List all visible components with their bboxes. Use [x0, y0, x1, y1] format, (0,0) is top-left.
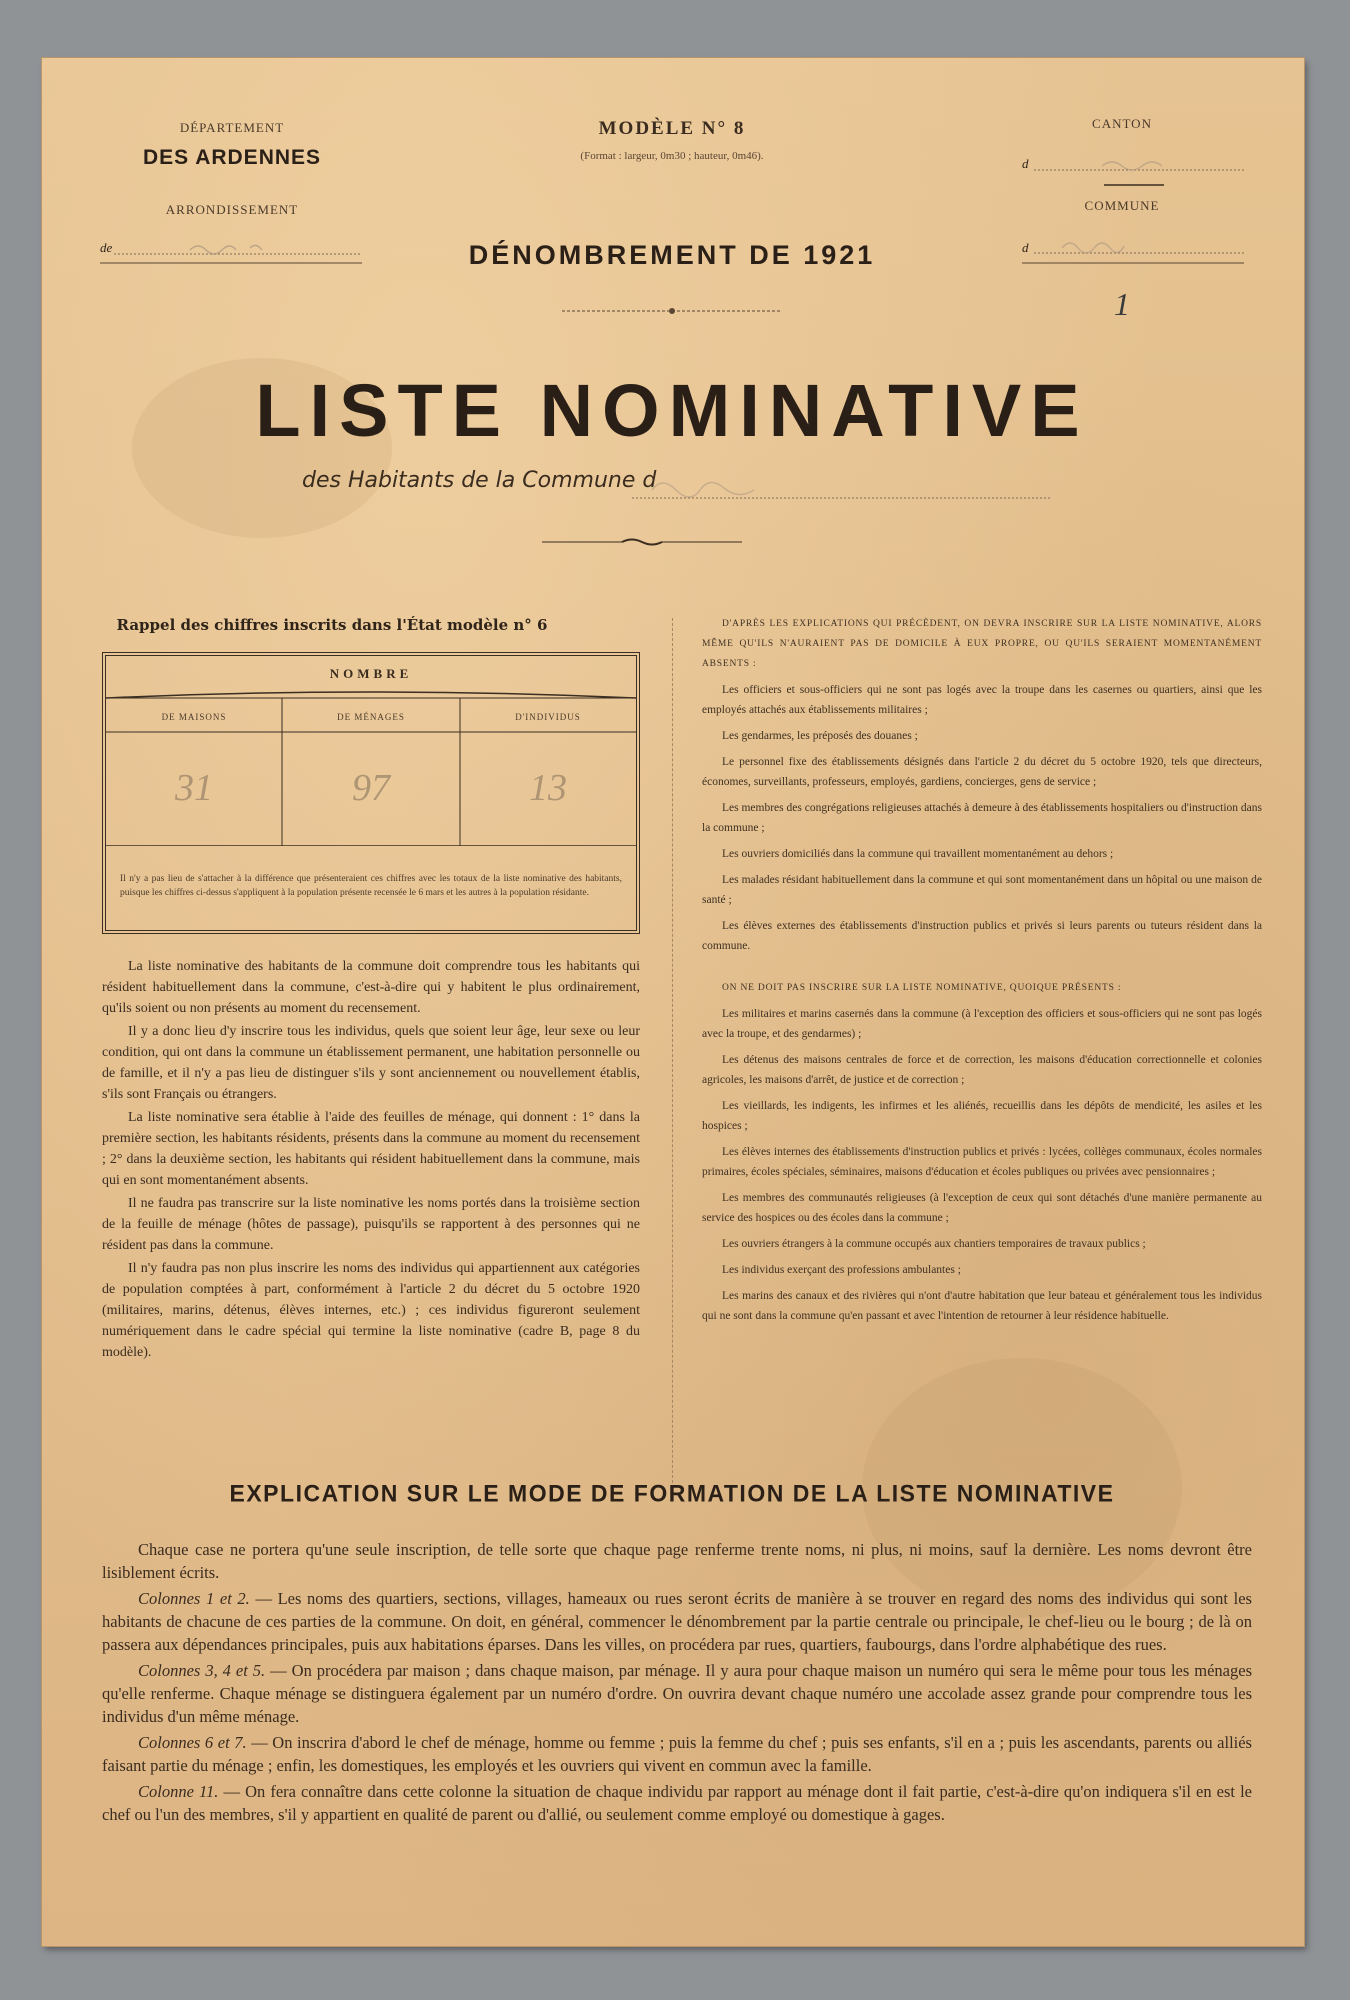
canton-label: CANTON [1092, 116, 1152, 131]
canton-field [1022, 148, 1244, 178]
canton-rule [1022, 148, 1244, 178]
col-maisons-label: DE MAISONS [161, 712, 227, 722]
exclude-item: Les détenus des maisons centrales de force et de correction, les maisons d'éducation correctionnelle et colonies agricoles, les maisons d'arrêt, de justice et de correction ; [702, 1054, 1262, 1086]
nombre-header: NOMBRE [329, 666, 413, 681]
explication-paragraph [102, 1731, 1252, 1777]
commune-prefix: d [1022, 240, 1029, 255]
commune-rule [1022, 228, 1244, 268]
explication-text: — Les noms des quartiers, sections, villages, hameaux ou rues seront écrits de manière à se trouver en regard des noms des individus qui sont les habitants de chacune de ces parties de la commune. On doit, en général, commencer le dénombrement par la partie centrale ou principale, le chef-lieu ou le bourg ; de là on passera aux dépendances principales, puis aux habitations éparses. Dans les villes, on procédera par rues, quartiers, faubourgs, dans l'ordre alphabétique des rues. [102, 1589, 1252, 1654]
left-paragraph: Il y a donc lieu d'y inscrire tous les individus, quels que soient leur âge, leur sexe ou leur condition, qui ont dans la commune un établissement permanent, une habitation personnelle ou de famille, et il n'y a pas lieu de distinguer s'ils y sont anciennement ou nouvellement établis, s'ils sont Français ou étrangers. [102, 1024, 640, 1102]
rappel-title: Rappel des chiffres inscrits dans l'État modèle n° 6 [116, 616, 548, 634]
explication-text: — On fera connaître dans cette colonne la situation de chaque individu par rapport au ménage dont il fait partie, c'est-à-dire qu'on indiquera s'il en est le chef ou l'un des membres, s'il y appartient en qualité de parent ou d'allié, ou seulement comme employé ou domestique à gages. [102, 1782, 1252, 1824]
arrondissement-label: ARRONDISSEMENT [165, 202, 299, 217]
modele-format: (Format : largeur, 0m30 ; hauteur, 0m46). [580, 150, 764, 162]
handwriting-scribble [100, 236, 362, 266]
explication-paragraph [102, 1780, 1252, 1826]
census-year-title: DÉNOMBREMENT DE 1921 [468, 240, 876, 270]
canton-prefix: d [1022, 156, 1029, 171]
individus-value: 13 [529, 767, 567, 809]
ornament-divider [542, 536, 742, 548]
explication-body [102, 1538, 1252, 1829]
explication-lead: Colonnes 6 et 7. [138, 1733, 247, 1752]
maisons-value: 31 [175, 767, 213, 809]
arrondissement-field [100, 236, 362, 266]
explication-text: Chaque case ne portera qu'une seule inscription, de telle sorte que chaque page renferme trente noms, ni plus, ni moins, sauf la dernière. Les noms devront être lisiblement écrits. [102, 1540, 1252, 1582]
explication-paragraph [102, 1659, 1252, 1728]
menages-value: 97 [352, 767, 390, 809]
include-item: Les membres des congrégations religieuses attachés à demeure à des établissements hospitaliers ou d'instruction dans la commune ; [702, 802, 1262, 834]
left-paragraph: La liste nominative sera établie à l'aide des feuilles de ménage, qui donnent : 1° dans la première section, les habitants résidents, présents dans la commune au moment du recensement ; 2° dans la deuxième section, les habitants qui résident habituellement dans la commune, mais qui en sont momentanément absents. [102, 1110, 640, 1188]
include-item: Les officiers et sous-officiers qui ne sont pas logés avec la troupe dans les casernes ou quartiers, ainsi que les employés attachés aux établissements militaires ; [702, 684, 1262, 716]
column-divider [672, 618, 674, 1488]
commune-label: COMMUNE [1084, 198, 1160, 213]
census-document [42, 58, 1304, 1946]
explication-paragraph [102, 1587, 1252, 1656]
document-title: LISTE NOMINATIVE [255, 369, 1089, 452]
exclude-item: Les individus exerçant des professions ambulantes ; [722, 1264, 961, 1276]
exclude-item: Les militaires et marins casernés dans la commune (à l'exception des officiers et sous-officiers qui ne sont pas logés avec la troupe, et des gendarmes) ; [702, 1008, 1262, 1040]
explication-lead: Colonnes 3, 4 et 5. [138, 1661, 266, 1680]
exclude-item: Les marins des canaux et des rivières qui n'ont d'autre habitation que leur bateau et généralement tous les individus qui ne sont dans la commune qu'en passant et avec l'intention de retourner à leur résidence habituelle. [702, 1290, 1262, 1322]
include-intro: D'APRÈS LES EXPLICATIONS QUI PRÉCÈDENT, ON DEVRA INSCRIRE SUR LA LISTE NOMINATIVE, ALORS MÊME QU'ILS N'AURAIENT PAS DE DOMICILE À EUX PROPRE, OU QU'ILS SERAIENT MOMENTANÉMENT ABSENTS : [702, 619, 1262, 669]
explication-lead: Colonnes 1 et 2. [138, 1589, 250, 1608]
nombre-table [102, 652, 640, 934]
include-item: Les ouvriers domiciliés dans la commune qui travaillent momentanément au dehors ; [722, 848, 1114, 860]
department-name: DES ARDENNES [142, 146, 322, 169]
exclude-item: Les membres des communautés religieuses (à l'exception de ceux qui sont détachés d'une manière permanente au service des hospices ou des écoles dans la commune ; [702, 1192, 1262, 1224]
exclude-item: Les ouvriers étrangers à la commune occupés aux chantiers temporaires de travaux publics ; [722, 1238, 1146, 1250]
left-paragraph: Il n'y faudra pas non plus inscrire les noms des individus qui appartiennent aux catégories de population comptées à part, conformément à l'article 2 du décret du 5 octobre 1920 (militaires, marins, détenus, élèves internes, etc.) ; ces individus figureront seulement numériquement dans le cadre spécial qui termine la liste nominative (cadre B, page 8 du modèle). [102, 1261, 640, 1360]
exclude-item: Les vieillards, les indigents, les infirmes et les aliénés, recueillis dans les dépôts de mendicité, les asiles et les hospices ; [702, 1100, 1262, 1132]
modele-title: MODÈLE N° 8 [598, 118, 746, 139]
explication-text: — On procédera par maison ; dans chaque maison, par ménage. Il y aura pour chaque maison un numéro qui sera le même pour tous les ménages qu'elle renferme. Chaque ménage se distinguera également par un numéro d'ordre. On ouvrira devant chaque numéro une accolade assez grande pour comprendre tous les individus d'un même ménage. [102, 1661, 1252, 1726]
commune-field [1022, 228, 1244, 268]
include-item: Le personnel fixe des établissements désignés dans l'article 2 du décret du 5 octobre 1920, tels que directeurs, économes, surveillants, professeurs, employés, gardiens, concierges, gens de service ; [702, 756, 1262, 788]
commune-name-line [302, 468, 1112, 508]
left-column-text [102, 956, 640, 1365]
divider-rule [1104, 182, 1164, 188]
page-number: 1 [1114, 286, 1130, 322]
col-individus-label: D'INDIVIDUS [515, 712, 581, 722]
left-paragraph: La liste nominative des habitants de la commune doit comprendre tous les habitants qui résident habituellement dans la commune, c'est-à-dire qui y habitent le plus ordinairement, qu'ils soient ou non présents au moment du recensement. [102, 959, 640, 1016]
explication-title: EXPLICATION SUR LE MODE DE FORMATION DE LA LISTE NOMINATIVE [229, 1479, 1115, 1507]
include-item: Les gendarmes, les préposés des douanes ; [722, 730, 918, 742]
col-menages-label: DE MÉNAGES [337, 712, 405, 722]
exclude-intro: ON NE DOIT PAS INSCRIRE SUR LA LISTE NOMINATIVE, QUOIQUE PRÉSENTS : [722, 983, 1122, 993]
explication-lead: Colonne 11. [138, 1782, 219, 1801]
exclude-item: Les élèves internes des établissements d'instruction publics et privés : lycées, collèges communaux, écoles normales primaires, écoles spéciales, séminaires, maisons d'éducation et écoles publiques ou privées avec pensionnaires ; [702, 1146, 1262, 1178]
arrondissement-prefix: de [100, 240, 113, 255]
explication-paragraph [102, 1538, 1252, 1584]
include-item: Les malades résidant habituellement dans la commune et qui sont momentanément dans un hôpital ou une maison de santé ; [702, 874, 1262, 906]
explication-text: — On inscrira d'abord le chef de ménage, homme ou femme ; puis la femme du chef ; puis ses enfants, s'il en a ; puis les ascendants, parents ou alliés faisant partie du ménage ; enfin, les domestiques, les employés et les ouvriers qui vivent en commun avec la famille. [102, 1733, 1252, 1775]
include-item: Les élèves externes des établissements d'instruction publics et privés si leurs parents ou tuteurs résident dans la commune. [702, 920, 1262, 952]
department-label: DÉPARTEMENT [179, 120, 285, 135]
left-paragraph: Il ne faudra pas transcrire sur la liste nominative les noms portés dans la troisième section de la feuille de ménage (hôtes de passage), puisqu'ils se rapportent à des personnes qui ne résident pas dans la commune. [102, 1196, 640, 1253]
nombre-note: Il n'y a pas lieu de s'attacher à la différence que présenteraient ces chiffres avec les totaux de la liste nominative des habitants, puisque les chiffres ci-dessus s'appliquent à la population présente recensée le 6 mars et les autres à la population résidante. [120, 874, 622, 898]
right-column-text [702, 614, 1262, 1332]
habitants-label: des Habitants de la Commune d [302, 468, 657, 493]
ornament-rule [562, 306, 782, 316]
commune-name-rule [632, 468, 1052, 508]
